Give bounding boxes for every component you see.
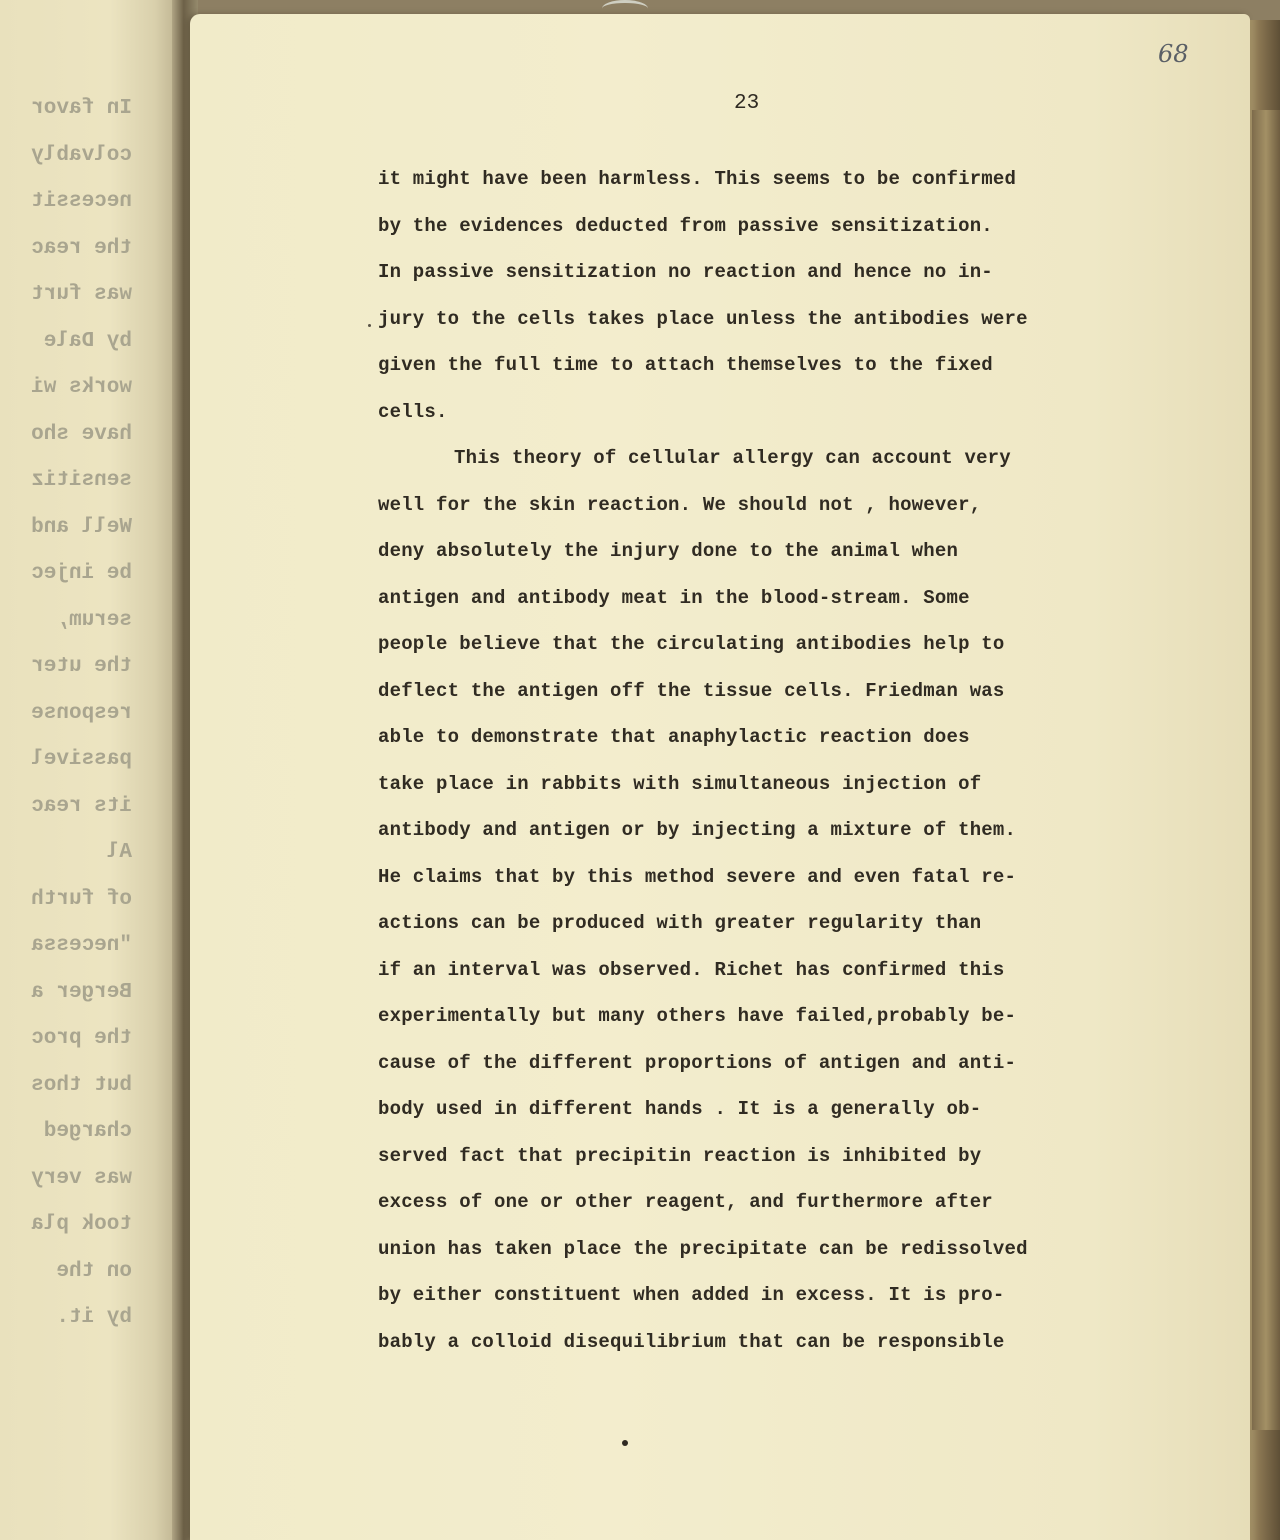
- left-fragment: colvably: [31, 143, 132, 167]
- left-fragment: response: [31, 701, 132, 725]
- left-fragment: was very: [31, 1166, 132, 1190]
- folio-number: 68: [1158, 40, 1189, 68]
- left-fragment: took pla: [31, 1213, 132, 1236]
- text-line: take place in rabbits with simultaneous injection of: [378, 772, 982, 795]
- text-line: by either constituent when added in excess. It is pro-: [378, 1284, 1005, 1306]
- left-fragment: charged: [43, 1120, 132, 1143]
- left-fragment: In favor: [31, 97, 132, 120]
- left-fragment: sensitiz: [31, 469, 132, 492]
- left-fragment: serum,: [56, 608, 132, 632]
- text-line: union has taken place the precipitate can be redissolved: [378, 1237, 1028, 1260]
- margin-mark: [368, 324, 371, 327]
- left-fragment: Berger a: [31, 980, 132, 1004]
- text-line: experimentally but many others have failed,probably be-: [378, 1005, 1017, 1027]
- left-fragment: was furt: [31, 283, 132, 306]
- left-fragment: passivel: [31, 748, 132, 771]
- left-fragment: the proc: [31, 1027, 132, 1050]
- text-line: This theory of cellular allergy can account very: [454, 447, 1011, 469]
- binding-strip: [1252, 110, 1280, 1430]
- bottom-dot: [622, 1440, 628, 1446]
- left-fragment: necessit: [31, 190, 132, 213]
- text-line: people believe that the circulating antibodies help to: [378, 633, 1005, 655]
- text-line: given the full time to attach themselves to the fixed: [378, 354, 993, 376]
- text-line: served fact that precipitin reaction is inhibited by: [378, 1144, 982, 1167]
- text-line: it might have been harmless. This seems to be confirmed: [378, 168, 1017, 190]
- text-line: if an interval was observed. Richet has confirmed this: [378, 958, 1005, 981]
- left-fragment: the uter: [31, 655, 132, 678]
- text-line: antigen and antibody meat in the blood-stream. Some: [378, 586, 970, 609]
- left-fragment: works wi: [31, 376, 132, 399]
- text-line: actions can be produced with greater regularity than: [378, 912, 982, 934]
- text-line: cells.: [378, 400, 448, 423]
- page-number: 23: [734, 92, 760, 115]
- left-fragment: Al: [106, 841, 132, 864]
- left-fragment: have sho: [31, 422, 132, 446]
- left-fragment: be injec: [31, 562, 132, 585]
- left-fragment: "necessa: [31, 934, 132, 957]
- left-fragment: of furth: [31, 887, 132, 911]
- text-line: deny absolutely the injury done to the animal when: [378, 540, 959, 562]
- left-page-bleed-text: [0, 86, 182, 1342]
- typed-body-text: [378, 156, 1178, 1365]
- text-line: deflect the antigen off the tissue cells. Friedman was: [378, 679, 1005, 702]
- text-line: antibody and antigen or by injecting a mixture of them.: [378, 819, 1017, 841]
- left-fragment: its reac: [31, 794, 132, 818]
- text-line: jury to the cells takes place unless the antibodies were: [378, 307, 1028, 330]
- text-line: cause of the different proportions of antigen and anti-: [378, 1051, 1017, 1074]
- text-line: He claims that by this method severe and even fatal re-: [378, 865, 1017, 888]
- text-line: bably a colloid disequilibrium that can be responsible: [378, 1330, 1005, 1353]
- text-line: In passive sensitization no reaction and hence no in-: [378, 261, 993, 283]
- left-fragment: the reac: [31, 236, 132, 260]
- text-line: body used in different hands . It is a generally ob-: [378, 1098, 982, 1120]
- left-fragment: by it.: [56, 1306, 132, 1329]
- text-line: by the evidences deducted from passive sensitization.: [378, 214, 993, 237]
- left-fragment: by Dale: [43, 329, 132, 353]
- text-line: able to demonstrate that anaphylactic reaction does: [378, 726, 970, 748]
- left-facing-page: [0, 0, 182, 1540]
- text-line: excess of one or other reagent, and furthermore after: [378, 1191, 993, 1213]
- text-line: well for the skin reaction. We should not , however,: [378, 493, 982, 516]
- left-fragment: on the: [56, 1259, 132, 1283]
- left-fragment: Well and: [31, 515, 132, 539]
- left-fragment: but thos: [31, 1073, 132, 1097]
